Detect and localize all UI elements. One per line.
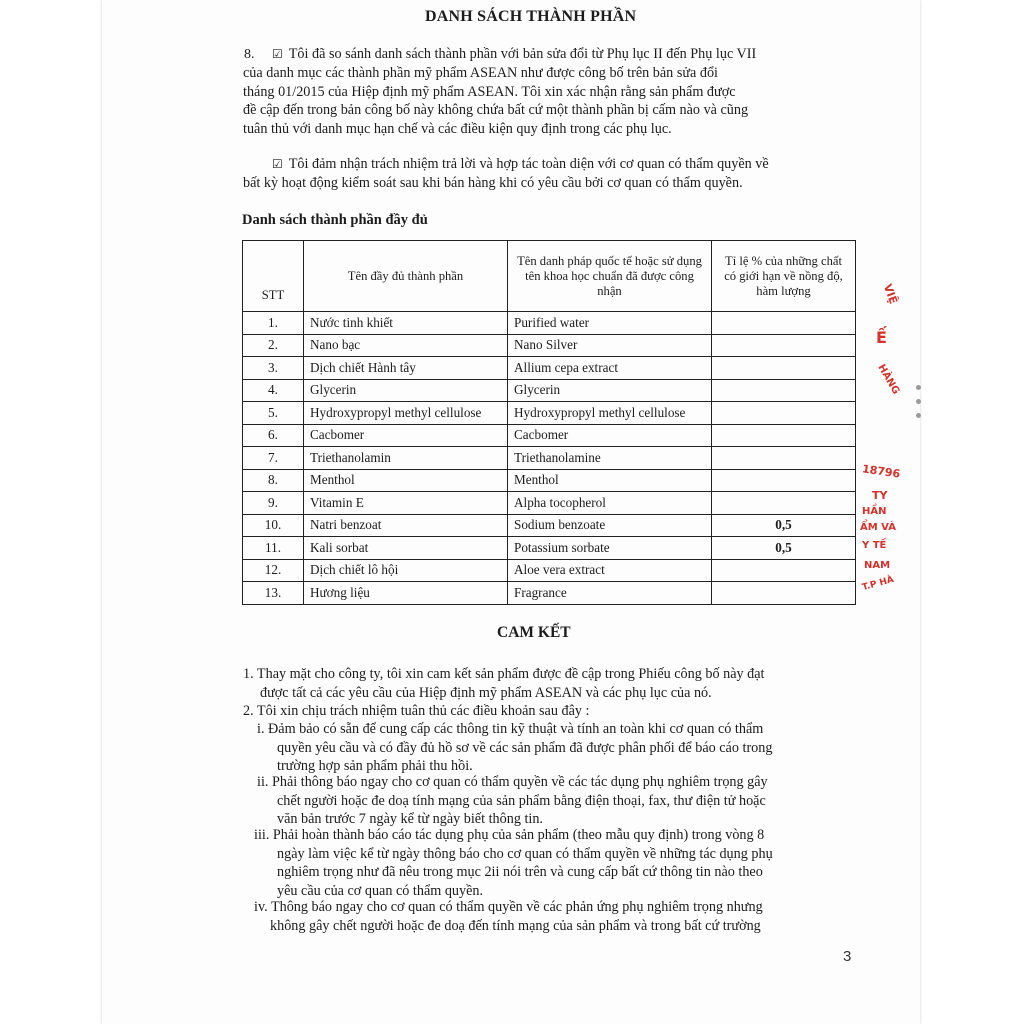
text-line: nghiêm trọng như đã nêu trong mục 2ii nói trên và cung cấp bất cứ thông tin nào theo: [277, 864, 763, 880]
text-line: tuân thủ với danh mục hạn chế và các điều kiện quy định trong các phụ lục.: [243, 120, 672, 137]
section8-paragraph: [272, 45, 756, 64]
table-header-row: [243, 241, 856, 312]
text-line: i. Đảm bảo có sẵn để cung cấp các thông tin kỹ thuật và tính an toàn khi cơ quan có thẩm: [257, 721, 764, 737]
table-row: [243, 424, 856, 447]
commitment-item-1: [243, 665, 764, 702]
cell-pct: [712, 379, 856, 402]
text-line: bất kỳ hoạt động kiểm soát sau khi bán hàng khi có yêu cầu bởi cơ quan có thẩm quyền.: [243, 175, 743, 191]
text-line: của danh mục các thành phần mỹ phẩm ASEAN như được công bố trên bản sửa đổi: [243, 65, 718, 81]
cell-sci: Allium cepa extract: [508, 357, 712, 380]
stamp-text: 18796: [861, 462, 901, 481]
cell-sci: Sodium benzoate: [508, 514, 712, 537]
page-number: 3: [843, 948, 852, 965]
clause-ii: [257, 773, 768, 829]
more-options-icon[interactable]: [916, 385, 926, 427]
cell-pct: 0,5: [712, 537, 856, 560]
cell-sci: Nano Silver: [508, 334, 712, 357]
section-number: 8.: [244, 47, 255, 62]
header-sci: Tên danh pháp quốc tế hoặc sử dụng tên khoa học chuẩn đã được công nhận: [508, 241, 712, 312]
cell-pct: [712, 402, 856, 425]
cell-stt: 13.: [243, 582, 304, 605]
cell-pct: [712, 582, 856, 605]
cell-stt: 4.: [243, 379, 304, 402]
cell-name: Hydroxypropyl methyl cellulose: [304, 402, 508, 425]
cell-pct: [712, 424, 856, 447]
table-row: [243, 334, 856, 357]
table-row: [243, 469, 856, 492]
commitment-item-2: 2. Tôi xin chịu trách nhiệm tuân thủ các điều khoản sau đây :: [243, 703, 590, 719]
checkbox-checked-icon: ☑: [272, 157, 283, 171]
text-line: được tất cả các yêu cầu của Hiệp định mỹ phẩm ASEAN và các phụ lục của nó.: [260, 684, 712, 701]
cell-stt: 8.: [243, 469, 304, 492]
text-line: văn bản trước 7 ngày kể từ ngày biết thông tin.: [277, 811, 543, 827]
cell-stt: 6.: [243, 424, 304, 447]
cell-sci: Aloe vera extract: [508, 559, 712, 582]
checkbox-checked-icon: ☑: [272, 47, 283, 61]
table-row: [243, 357, 856, 380]
cell-name: Natri benzoat: [304, 514, 508, 537]
stamp-text: Ế: [876, 328, 887, 347]
cell-pct: 0,5: [712, 514, 856, 537]
text-line: Tôi đảm nhận trách nhiệm trả lời và hợp tác toàn diện với cơ quan có thẩm quyền về: [288, 156, 769, 172]
stamp-text: HẦN: [862, 506, 887, 517]
cell-name: Dịch chiết Hành tây: [304, 357, 508, 380]
ingredient-table: [242, 240, 856, 605]
clause-iii: [254, 826, 773, 900]
table-row: [243, 582, 856, 605]
header-stt: STT: [243, 241, 304, 312]
cell-pct: [712, 447, 856, 470]
text-line: iv. Thông báo ngay cho cơ quan có thẩm quyền về các phản ứng phụ nghiêm trọng nhưng: [254, 899, 763, 915]
header-pct: Tỉ lệ % của những chất có giới hạn về nồng độ, hàm lượng: [712, 241, 856, 312]
cell-sci: Purified water: [508, 312, 712, 335]
text-line: đề cập đến trong bản công bố này không chứa bất cứ một thành phần bị cấm nào và cũng: [243, 102, 749, 118]
stamp-text: ẨM VÀ: [860, 522, 896, 533]
text-line: yêu cầu của cơ quan có thẩm quyền.: [277, 882, 484, 899]
cell-stt: 10.: [243, 514, 304, 537]
cell-name: Triethanolamin: [304, 447, 508, 470]
table-row: [243, 537, 856, 560]
cell-pct: [712, 312, 856, 335]
cell-stt: 1.: [243, 312, 304, 335]
table-row: [243, 514, 856, 537]
text-line: ngày làm việc kể từ ngày thông báo cho cơ quan có thẩm quyền về những tác dụng phụ: [277, 845, 773, 862]
table-row: [243, 559, 856, 582]
text-line: iii. Phải hoàn thành báo cáo tác dụng phụ của sản phẩm (theo mẫu quy định) trong vòng 8: [254, 827, 765, 843]
commitment-title: CAM KẾT: [497, 624, 571, 641]
cell-sci: Alpha tocopherol: [508, 492, 712, 515]
clause-iv: [254, 898, 763, 935]
cell-stt: 3.: [243, 357, 304, 380]
cell-sci: Potassium sorbate: [508, 537, 712, 560]
text-line: trường hợp sản phẩm phải thu hồi.: [277, 758, 473, 774]
stamp-text: Y TẾ: [862, 540, 887, 551]
table-row: [243, 402, 856, 425]
text-line: ii. Phải thông báo ngay cho cơ quan có thẩm quyền về các tác dụng phụ nghiêm trọng gây: [257, 774, 768, 790]
section8-continuation: [243, 64, 748, 138]
table-row: [243, 312, 856, 335]
full-list-heading: Danh sách thành phần đầy đủ: [242, 212, 428, 228]
cell-stt: 5.: [243, 402, 304, 425]
clause-i: [257, 720, 772, 776]
table-row: [243, 379, 856, 402]
text-line: không gây chết người hoặc đe doạ đến tính mạng của sản phẩm và trong bất cứ trường: [270, 917, 761, 934]
cell-stt: 7.: [243, 447, 304, 470]
cell-name: Nano bạc: [304, 334, 508, 357]
text-line: Tôi đã so sánh danh sách thành phần với bản sửa đổi từ Phụ lục II đến Phụ lục VII: [288, 46, 757, 62]
cell-name: Nước tinh khiết: [304, 312, 508, 335]
stamp-text: VIỆ: [880, 282, 900, 306]
stamp-text: T.P HÀ: [861, 574, 896, 594]
document-title: DANH SÁCH THÀNH PHẦN: [425, 8, 637, 25]
header-name: Tên đầy đủ thành phần: [304, 241, 508, 312]
cell-name: Glycerin: [304, 379, 508, 402]
section8-paragraph-2-cont: [243, 174, 743, 193]
cell-pct: [712, 334, 856, 357]
cell-name: Cacbomer: [304, 424, 508, 447]
stamp-text: NAM: [864, 560, 891, 571]
cell-pct: [712, 357, 856, 380]
text-line: 1. Thay mặt cho công ty, tôi xin cam kết sản phẩm được đề cập trong Phiếu công bố này đạt: [243, 666, 765, 682]
stamp-text: TY: [872, 489, 888, 502]
table-row: [243, 447, 856, 470]
cell-stt: 11.: [243, 537, 304, 560]
cell-stt: 2.: [243, 334, 304, 357]
cell-name: Menthol: [304, 469, 508, 492]
cell-sci: Glycerin: [508, 379, 712, 402]
cell-stt: 9.: [243, 492, 304, 515]
cell-name: Vitamin E: [304, 492, 508, 515]
text-line: chết người hoặc đe doạ tính mạng của sản phẩm bằng điện thoại, fax, thư điện tử hoặc: [277, 792, 766, 809]
text-line: tháng 01/2015 của Hiệp định mỹ phẩm ASEAN. Tôi xin xác nhận rằng sản phẩm được: [243, 83, 736, 100]
cell-stt: 12.: [243, 559, 304, 582]
cell-sci: Menthol: [508, 469, 712, 492]
cell-pct: [712, 469, 856, 492]
cell-sci: Cacbomer: [508, 424, 712, 447]
cell-sci: Hydroxypropyl methyl cellulose: [508, 402, 712, 425]
section8-paragraph-2: [272, 155, 769, 174]
cell-name: Kali sorbat: [304, 537, 508, 560]
table-row: [243, 492, 856, 515]
cell-sci: Fragrance: [508, 582, 712, 605]
text-line: quyền yêu cầu và có đầy đủ hồ sơ về các sản phẩm đã được phân phối để báo cáo trong: [277, 739, 773, 756]
cell-name: Dịch chiết lô hội: [304, 559, 508, 582]
cell-sci: Triethanolamine: [508, 447, 712, 470]
cell-name: Hương liệu: [304, 582, 508, 605]
cell-pct: [712, 559, 856, 582]
cell-pct: [712, 492, 856, 515]
stamp-text: HÀNG: [875, 362, 902, 397]
